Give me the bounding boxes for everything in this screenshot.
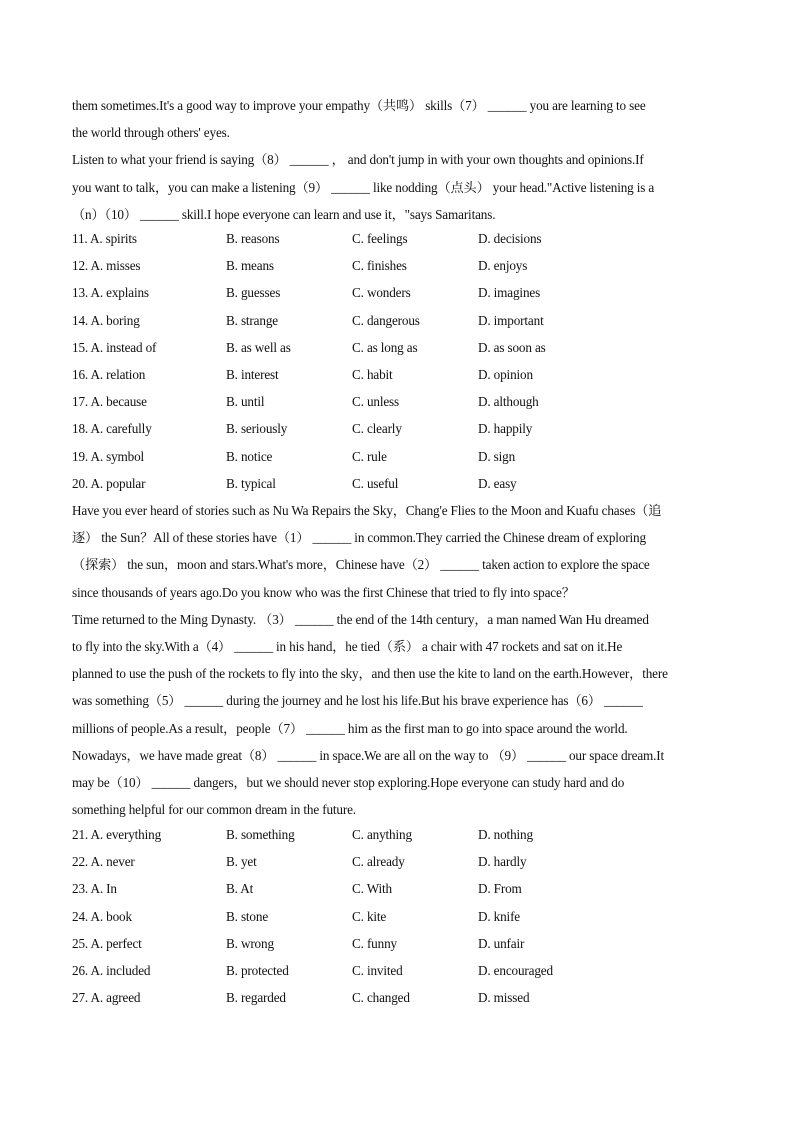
option-d: D. important	[478, 312, 544, 328]
passage-line: you want to talk，you can make a listening（9） ______ like nodding（点头） your head."Active listening is a	[72, 179, 655, 195]
option-d: D. missed	[478, 990, 530, 1006]
passage-line: 逐） the Sun？All of these stories have（1） ______ in common.They carried the Chinese dream of exploring	[72, 530, 646, 546]
passage-line: the world through others' eyes.	[72, 125, 230, 141]
option-d: D. knife	[478, 908, 521, 924]
question-row	[72, 334, 724, 361]
question-row	[72, 415, 724, 442]
question-row	[72, 252, 724, 279]
question-row	[72, 279, 724, 306]
option-c: C. rule	[352, 448, 387, 464]
option-d: D. easy	[478, 475, 517, 491]
option-a: 26. A. included	[72, 962, 151, 978]
option-b: B. something	[226, 827, 295, 842]
option-a: 20. A. popular	[72, 475, 146, 491]
passage-line: may be（10） ______ dangers，but we should never stop exploring.Hope everyone can study hard and do	[72, 775, 625, 791]
option-b: B. stone	[226, 908, 269, 924]
option-a: 12. A. misses	[72, 258, 141, 274]
question-row	[72, 821, 724, 848]
question-row	[72, 903, 724, 930]
option-d: D. happily	[478, 421, 533, 437]
passage-line: planned to use the push of the rockets to fly into the sky，and then use the kite to land on the earth.However，there	[72, 666, 668, 682]
option-a: 19. A. symbol	[72, 448, 145, 464]
option-a: 18. A. carefully	[72, 421, 152, 437]
option-c: C. anything	[352, 827, 412, 842]
option-b: B. until	[226, 394, 265, 410]
passage-line: to fly into the sky.With a（4） ______ in his hand，he tied（系） a chair with 47 rockets and sat on it.He	[72, 639, 623, 655]
option-c: C. feelings	[352, 231, 408, 246]
passage-2	[72, 497, 724, 823]
question-row	[72, 930, 724, 957]
option-c: C. useful	[352, 475, 399, 491]
option-c: C. changed	[352, 990, 410, 1006]
option-c: C. invited	[352, 962, 403, 978]
option-b: B. yet	[226, 854, 257, 870]
option-a: 13. A. explains	[72, 285, 149, 301]
option-c: C. finishes	[352, 258, 407, 274]
option-b: B. seriously	[226, 421, 288, 437]
option-c: C. clearly	[352, 421, 402, 437]
option-c: C. as long as	[352, 339, 418, 355]
passage-line: （n）（10） ______ skill.I hope everyone can learn and use it，"says Samaritans.	[72, 206, 496, 222]
question-row	[72, 307, 724, 334]
option-d: D. decisions	[478, 231, 542, 246]
passage-line: something helpful for our common dream in the future.	[72, 802, 356, 818]
passage-line: Have you ever heard of stories such as Nu Wa Repairs the Sky，Chang'e Flies to the Moon and Kuafu chases（追	[72, 503, 662, 518]
option-d: D. encouraged	[478, 962, 553, 978]
option-b: B. protected	[226, 962, 289, 978]
option-b: B. means	[226, 258, 274, 274]
option-a: 22. A. never	[72, 854, 135, 870]
option-b: B. strange	[226, 312, 278, 328]
option-d: D. hardly	[478, 854, 527, 870]
question-row	[72, 957, 724, 984]
option-c: C. kite	[352, 908, 387, 924]
passage-line: since thousands of years ago.Do you know who was the first Chinese that tried to fly into space？	[72, 584, 575, 600]
option-d: D. as soon as	[478, 339, 546, 355]
option-b: B. notice	[226, 448, 273, 464]
option-a: 21. A. everything	[72, 827, 162, 842]
passage-line: Time returned to the Ming Dynasty. （3） ______ the end of the 14th century，a man named Wan Hu dreamed	[72, 611, 649, 627]
option-b: B. wrong	[226, 935, 274, 951]
option-c: C. dangerous	[352, 312, 420, 328]
option-a: 27. A. agreed	[72, 990, 141, 1006]
question-row	[72, 361, 724, 388]
option-d: D. unfair	[478, 935, 525, 951]
question-row	[72, 848, 724, 875]
option-d: D. nothing	[478, 827, 533, 842]
option-a: 15. A. instead of	[72, 339, 157, 355]
option-a: 17. A. because	[72, 394, 147, 410]
option-a: 23. A. In	[72, 881, 117, 897]
passage-line: Nowadays，we have made great（8） ______ in space.We are all on the way to （9） ______ our space dream.It	[72, 747, 665, 763]
passage-line: millions of people.As a result，people（7） ______ him as the first man to go into space around the world.	[72, 720, 628, 736]
option-d: D. although	[478, 394, 539, 410]
question-row	[72, 984, 724, 1011]
option-a: 14. A. boring	[72, 312, 140, 328]
option-b: B. At	[226, 881, 254, 897]
question-row	[72, 225, 724, 252]
option-d: D. enjoys	[478, 258, 528, 274]
option-b: B. interest	[226, 366, 279, 382]
question-row	[72, 443, 724, 470]
question-row	[72, 470, 724, 497]
passage-1	[72, 92, 724, 228]
option-c: C. already	[352, 854, 405, 870]
option-c: C. funny	[352, 935, 397, 951]
option-b: B. typical	[226, 475, 276, 491]
option-b: B. guesses	[226, 285, 281, 301]
option-a: 24. A. book	[72, 908, 132, 924]
option-b: B. reasons	[226, 231, 280, 246]
option-c: C. With	[352, 881, 392, 897]
question-row	[72, 388, 724, 415]
option-c: C. unless	[352, 394, 400, 410]
option-d: D. imagines	[478, 285, 541, 301]
question-row	[72, 875, 724, 902]
option-a: 11. A. spirits	[72, 231, 137, 246]
option-b: B. as well as	[226, 339, 291, 355]
option-d: D. sign	[478, 448, 516, 464]
option-a: 25. A. perfect	[72, 935, 142, 951]
passage-line: Listen to what your friend is saying（8） ______ ， and don't jump in with your own thoughts and opinions.If	[72, 152, 644, 168]
option-a: 16. A. relation	[72, 366, 146, 382]
option-c: C. wonders	[352, 285, 411, 301]
passage-line: them sometimes.It's a good way to improve your empathy（共鸣） skills（7） ______ you are learning to see	[72, 98, 646, 113]
option-c: C. habit	[352, 366, 393, 382]
passage-line: （探索） the sun，moon and stars.What's more，Chinese have（2） ______ taken action to explore the space	[72, 557, 650, 573]
option-d: D. From	[478, 881, 522, 897]
option-d: D. opinion	[478, 366, 533, 382]
passage-line: was something（5） ______ during the journey and he lost his life.But his brave experience has（6） ______	[72, 693, 643, 709]
question-list-1	[72, 225, 724, 497]
question-list-2	[72, 821, 724, 1011]
option-b: B. regarded	[226, 990, 286, 1006]
